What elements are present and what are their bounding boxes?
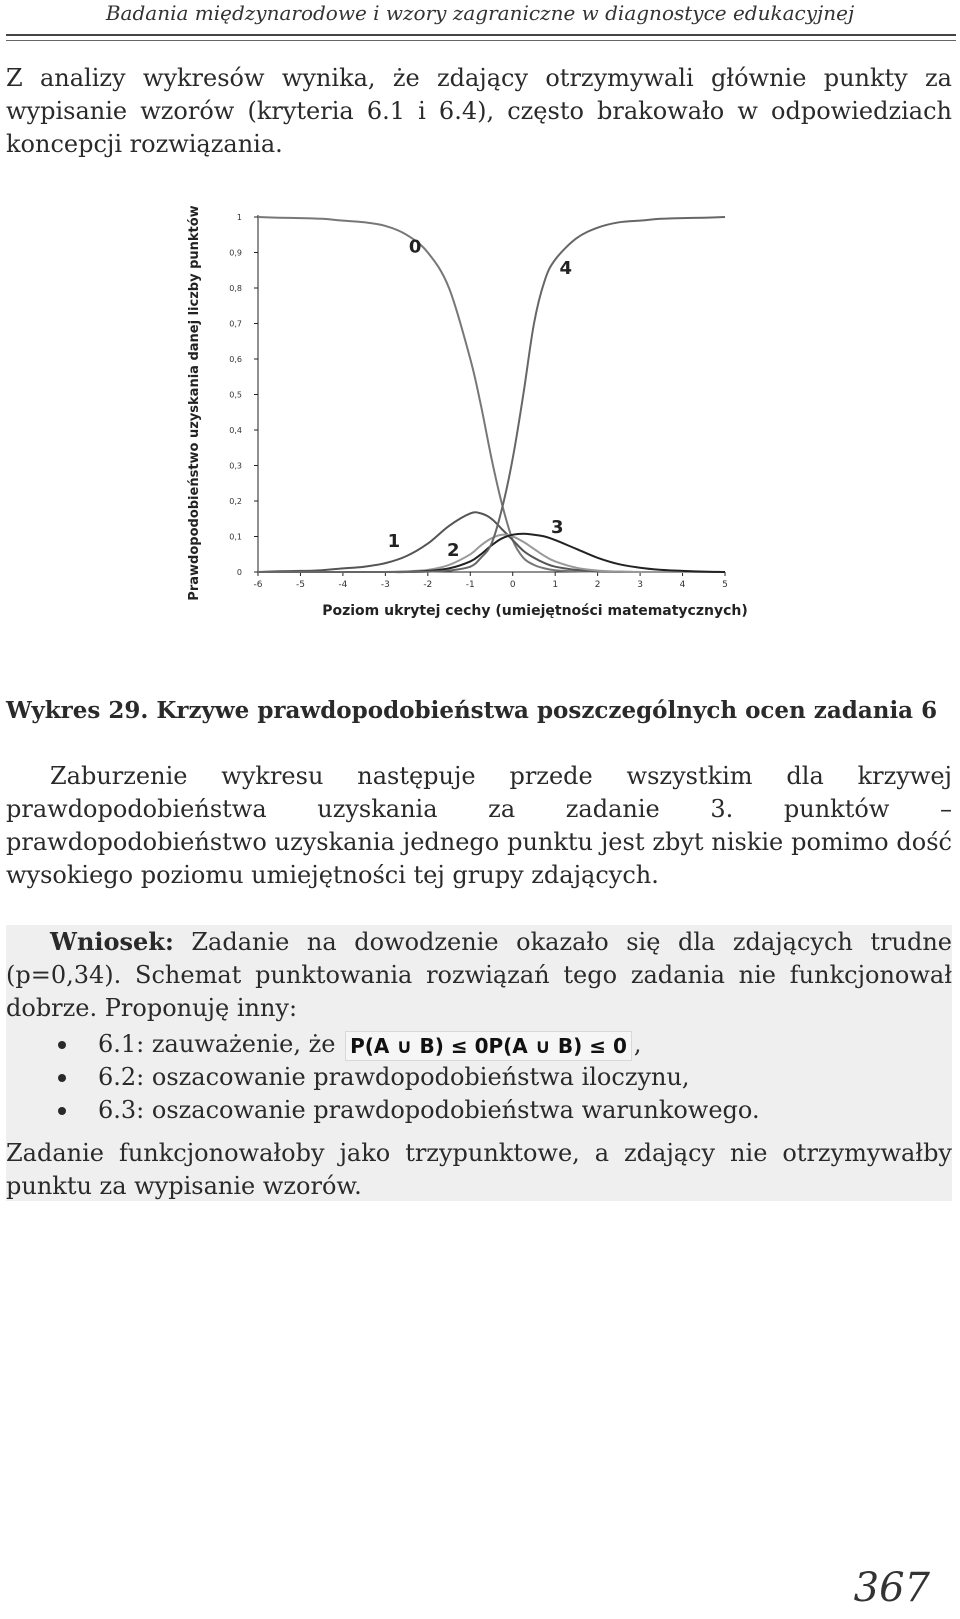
probability-curves-chart — [180, 175, 780, 655]
closing-paragraph: Zadanie funkcjonowałoby jako trzypunktowe, a zdający nie otrzymywałby punktu za wypisanie wzorów. — [6, 1139, 952, 1200]
y-axis-label: Prawdopodobieństwo uzyskania danej liczby punktów — [187, 205, 202, 601]
x-tick-label: 0 — [509, 580, 516, 590]
y-tick-label: 0,1 — [229, 532, 242, 542]
x-tick-label: 4 — [679, 580, 686, 590]
chart-series — [258, 217, 725, 572]
conclusion-label: Wniosek: — [50, 927, 174, 956]
page-number: 367 — [853, 1565, 930, 1611]
list-item-text: 6.1: zauważenie, że — [98, 1030, 344, 1058]
x-tick-label: 5 — [722, 580, 728, 590]
curve-label-2: 2 — [447, 540, 460, 562]
curve-label-3: 3 — [551, 516, 564, 538]
intro-paragraph: Z analizy wykresów wynika, że zdający otrzymywali głównie punkty za wypisanie wzorów (kryteria 6.1 i 6.4), często brakowało w odpowiedziach koncepcji rozwiązania. — [6, 64, 952, 158]
y-tick-label: 0,6 — [229, 355, 242, 364]
chart-ticks — [229, 213, 728, 590]
list-item-suffix: , — [633, 1030, 642, 1058]
proposal-list — [6, 1028, 952, 1127]
y-tick-label: 0,2 — [229, 497, 242, 506]
bullet-icon — [58, 1041, 66, 1049]
x-tick-label: -6 — [253, 580, 263, 590]
y-tick-label: 0,9 — [229, 248, 242, 258]
series-line-3 — [258, 534, 725, 572]
x-tick-label: -1 — [465, 580, 475, 590]
y-tick-label: 0,5 — [229, 390, 242, 400]
y-tick-label: 0 — [236, 568, 242, 577]
y-tick-label: 0,3 — [229, 461, 242, 471]
analysis-paragraph: Zaburzenie wykresu następuje przede wszystkim dla krzywej prawdopodobieństwa uzyskania za zadanie 3. punktów – prawdopodobieństwo uzyskania jednego punktu jest zbyt niskie pomimo dość wysokiego poziomu umiejętności tej grupy zdających. — [6, 762, 952, 889]
curve-label-4: 4 — [559, 257, 573, 279]
list-item — [6, 1028, 952, 1061]
header-rule — [6, 34, 956, 36]
x-tick-label: -5 — [295, 580, 305, 590]
list-item-text: 6.3: oszacowanie prawdopodobieństwa warunkowego. — [98, 1096, 760, 1124]
y-tick-label: 1 — [236, 213, 242, 222]
list-item — [6, 1061, 952, 1094]
header-rule-thin — [6, 40, 956, 41]
x-axis-label: Poziom ukrytej cechy (umiejętności matematycznych) — [322, 603, 748, 619]
conclusion-paragraph — [6, 925, 952, 1025]
formula-image: P(A ∪ B) ≤ 0P(A ∪ B) ≤ 0 — [345, 1031, 632, 1061]
y-tick-label: 0,7 — [229, 319, 242, 329]
y-tick-label: 0,8 — [229, 284, 242, 293]
bullet-icon — [58, 1107, 66, 1115]
curve-label-0: 0 — [408, 236, 422, 258]
list-item — [6, 1094, 952, 1127]
x-tick-label: -2 — [423, 580, 433, 590]
bullet-icon — [58, 1074, 66, 1082]
figure-caption: Wykres 29. Krzywe prawdopodobieństwa poszczególnych ocen zadania 6 — [6, 697, 938, 724]
x-tick-label: 1 — [552, 580, 559, 590]
list-item-text: 6.2: oszacowanie prawdopodobieństwa iloczynu, — [98, 1063, 690, 1091]
conclusion-text: Zadanie na dowodzenie okazało się dla zdających trudne (p=0,34). Schemat punktowania rozwiązań tego zadania nie funkcjonował dobrze. Proponuję inny: — [6, 928, 952, 1022]
running-header: Badania międzynarodowe i wzory zagraniczne w diagnostyce edukacyjnej — [105, 1, 855, 25]
x-tick-label: 3 — [637, 580, 643, 590]
x-tick-label: -3 — [380, 580, 390, 590]
x-tick-label: -4 — [338, 580, 348, 590]
x-tick-label: 2 — [594, 580, 601, 590]
series-line-2 — [258, 535, 725, 572]
curve-label-1: 1 — [387, 531, 401, 553]
y-tick-label: 0,4 — [229, 426, 242, 435]
